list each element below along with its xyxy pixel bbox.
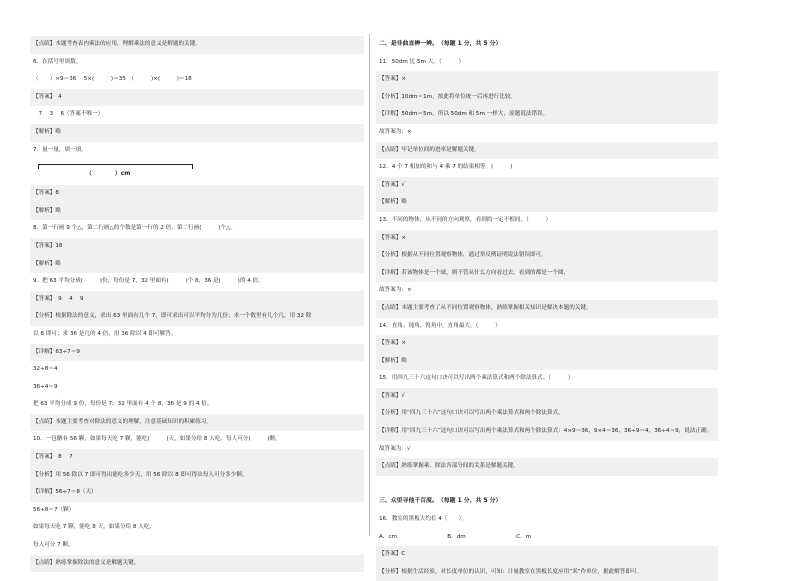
answer-line: 【解析】略 bbox=[30, 203, 364, 221]
right-column bbox=[376, 36, 718, 581]
question-line: A．cm B．dm C．m bbox=[379, 533, 532, 540]
answer-line: 【答案】× bbox=[376, 71, 718, 89]
question-line: 14．直角、钝角、锐角中，直角最大。（ ） bbox=[379, 322, 501, 329]
answer-line: 【详解】56÷7＝8（天） bbox=[30, 484, 364, 502]
question-line: 10．一包糖有 56 颗，如果每天吃 7 颗，能吃( )天，如果分给 8 人吃，每人可分( )颗。 bbox=[33, 436, 281, 443]
answer-line: 【点睛】本题考查表内乘法的应用，理解乘法的意义是解题的关键。 bbox=[30, 36, 364, 54]
answer-line: 【分析】根据除法的意义，求出 63 里面有几个 7，即可求出可以平均分为几份；求一个数里有几个几，用 32 除 bbox=[30, 308, 364, 326]
answer-line: 【分析】根据从不同位置观察物体，通过举反例证明说法错误即可。 bbox=[376, 247, 718, 265]
question-line: 15．用四九三十六这句口诀可以写出两个乘法算式和两个除法算式。（ ） bbox=[379, 375, 574, 382]
question-line: 11．50dm 比 5m 大。（ ） bbox=[379, 58, 465, 65]
ruler-line bbox=[38, 164, 192, 165]
question-line: 6．在括号里填数。 bbox=[33, 58, 82, 65]
question-line bbox=[376, 476, 718, 494]
question-line: 把 63 平均分成 9 份，每份是 7，32 里面有 4 个 8，36 是 9 的 4 倍。 bbox=[33, 401, 213, 408]
question-line: 9．把 63 平均分成( )份，每份是 7，32 里面有( )个 8，36 是( )的 4 倍。 bbox=[33, 278, 264, 285]
answer-line: 【答案】C bbox=[376, 546, 718, 564]
answer-line: 【答案】× bbox=[376, 230, 718, 248]
answer-line: 【点睛】本题主要考查对除法的意义的理解，注意基础知识的积累练习。 bbox=[30, 414, 364, 432]
answer-line: 【答案】18 bbox=[30, 238, 364, 256]
ruler-tick-left bbox=[38, 164, 39, 169]
section-heading: 二、是非曲直辨一辨。（每题 1 分，共 5 分） bbox=[379, 41, 502, 47]
answer-line: 【答案】× bbox=[376, 335, 718, 353]
answer-line: 【详解】用“四九三十六”这句口诀可以写出两个乘法算式和两个除法算式：4×9＝36，9×4＝36，36÷9＝4，36÷4＝9，说法正确。 bbox=[376, 423, 718, 441]
answer-line: 【答案】√ bbox=[376, 388, 718, 406]
question-line: 16．教室的黑板大约长 4（ ）。 bbox=[379, 516, 467, 523]
answer-line: 【分析】10dm＝1m，按此将单位统一后再进行比较。 bbox=[376, 89, 718, 107]
answer-line: 【点睛】熟练掌握除法的意义是解题关键。 bbox=[30, 555, 364, 573]
answer-line: 【答案】 8 7 bbox=[30, 449, 364, 467]
answer-line: 【解析】略 bbox=[376, 353, 718, 371]
question-line: 8．第一行画 9 个△，第二行画△的个数是第一行的 2 倍，第二行画( )个△。 bbox=[33, 225, 236, 232]
ruler-tick-right bbox=[192, 164, 193, 169]
answer-line: 【答案】 4 bbox=[30, 89, 364, 107]
answer-line: 【分析】用 56 除以 7 即可得出能吃多少天，用 56 除以 8 即可得出每人可分多少颗。 bbox=[30, 467, 364, 485]
answer-line: 【点睛】牢记单位间的进率是解题关键。 bbox=[376, 142, 718, 160]
question-line: 7 3 6（答案不唯一） bbox=[33, 111, 104, 118]
answer-line: 【点睛】熟练掌握乘、除法各部分间的关系是解题关键。 bbox=[376, 458, 718, 476]
answer-line: 【分析】用“四九三十六”这句口诀可以写出两个乘法算式和两个除法算式。 bbox=[376, 405, 718, 423]
question-line: 如果每天吃 7 颗，能吃 8 天，如果分给 8 人吃， bbox=[33, 524, 156, 531]
answer-line: 【详解】若该物体是一个球，则不管从什么方向看过去，看到的都是一个圆， bbox=[376, 265, 718, 283]
column-divider bbox=[369, 34, 370, 536]
question-line: 故答案为：√ bbox=[379, 445, 411, 452]
question-line: 故答案为：× bbox=[379, 128, 412, 135]
answer-line: 【解析】略 bbox=[376, 194, 718, 212]
answer-line: 【点睛】本题主要考查了从不同位置观察物体，熟练掌握相关知识是解决本题的关键。 bbox=[376, 300, 718, 318]
question-line: 32÷8＝4 bbox=[33, 366, 58, 373]
answer-line: 【解析】略 bbox=[30, 256, 364, 274]
answer-line: 【详解】50dm＝5m，所以 50dm 和 5m 一样大，原题说法错误。 bbox=[376, 106, 718, 124]
answer-line: 【答案】8 bbox=[30, 185, 364, 203]
left-column bbox=[30, 36, 364, 572]
question-line: 36÷4＝9 bbox=[33, 383, 58, 390]
question-line: （ ）×9＝36 5×( )＝35 （ )×( )＝18 bbox=[33, 76, 192, 83]
section-heading: 三、众里寻他千百度。（每题 1 分，共 5 分） bbox=[379, 498, 502, 505]
ruler-answer-label: （ ）cm bbox=[86, 171, 131, 178]
question-line: 56÷8＝7（颗） bbox=[33, 506, 75, 513]
question-line: 7．量一量，填一填。 bbox=[33, 146, 87, 153]
answer-line: 【解析】略 bbox=[30, 124, 364, 142]
question-line: 故答案为：× bbox=[379, 287, 412, 294]
question-line: 以 8 即可；求 36 是几的 4 倍，用 36 除以 4 即可解答。 bbox=[33, 330, 177, 337]
ruler-figure bbox=[30, 159, 364, 185]
answer-line: 【答案】 9 4 9 bbox=[30, 291, 364, 309]
question-line: 12．4 个 7 相加的和与 4 乘 7 的结果相等。( ) bbox=[379, 164, 513, 171]
answer-line: 【详解】63÷7＝9 bbox=[30, 344, 364, 362]
answer-line: 【分析】根据生活经验，对长度单位的认识，可知：计量教室在黑板长度应用“米”作单位，据此解答即可。 bbox=[376, 564, 718, 581]
question-line: 每人可分 7 颗。 bbox=[33, 542, 74, 549]
question-line: 13．不同的物体，从不同的方向观察，看到的一定不相同。（ ） bbox=[379, 216, 552, 223]
answer-line: 【答案】√ bbox=[376, 177, 718, 195]
